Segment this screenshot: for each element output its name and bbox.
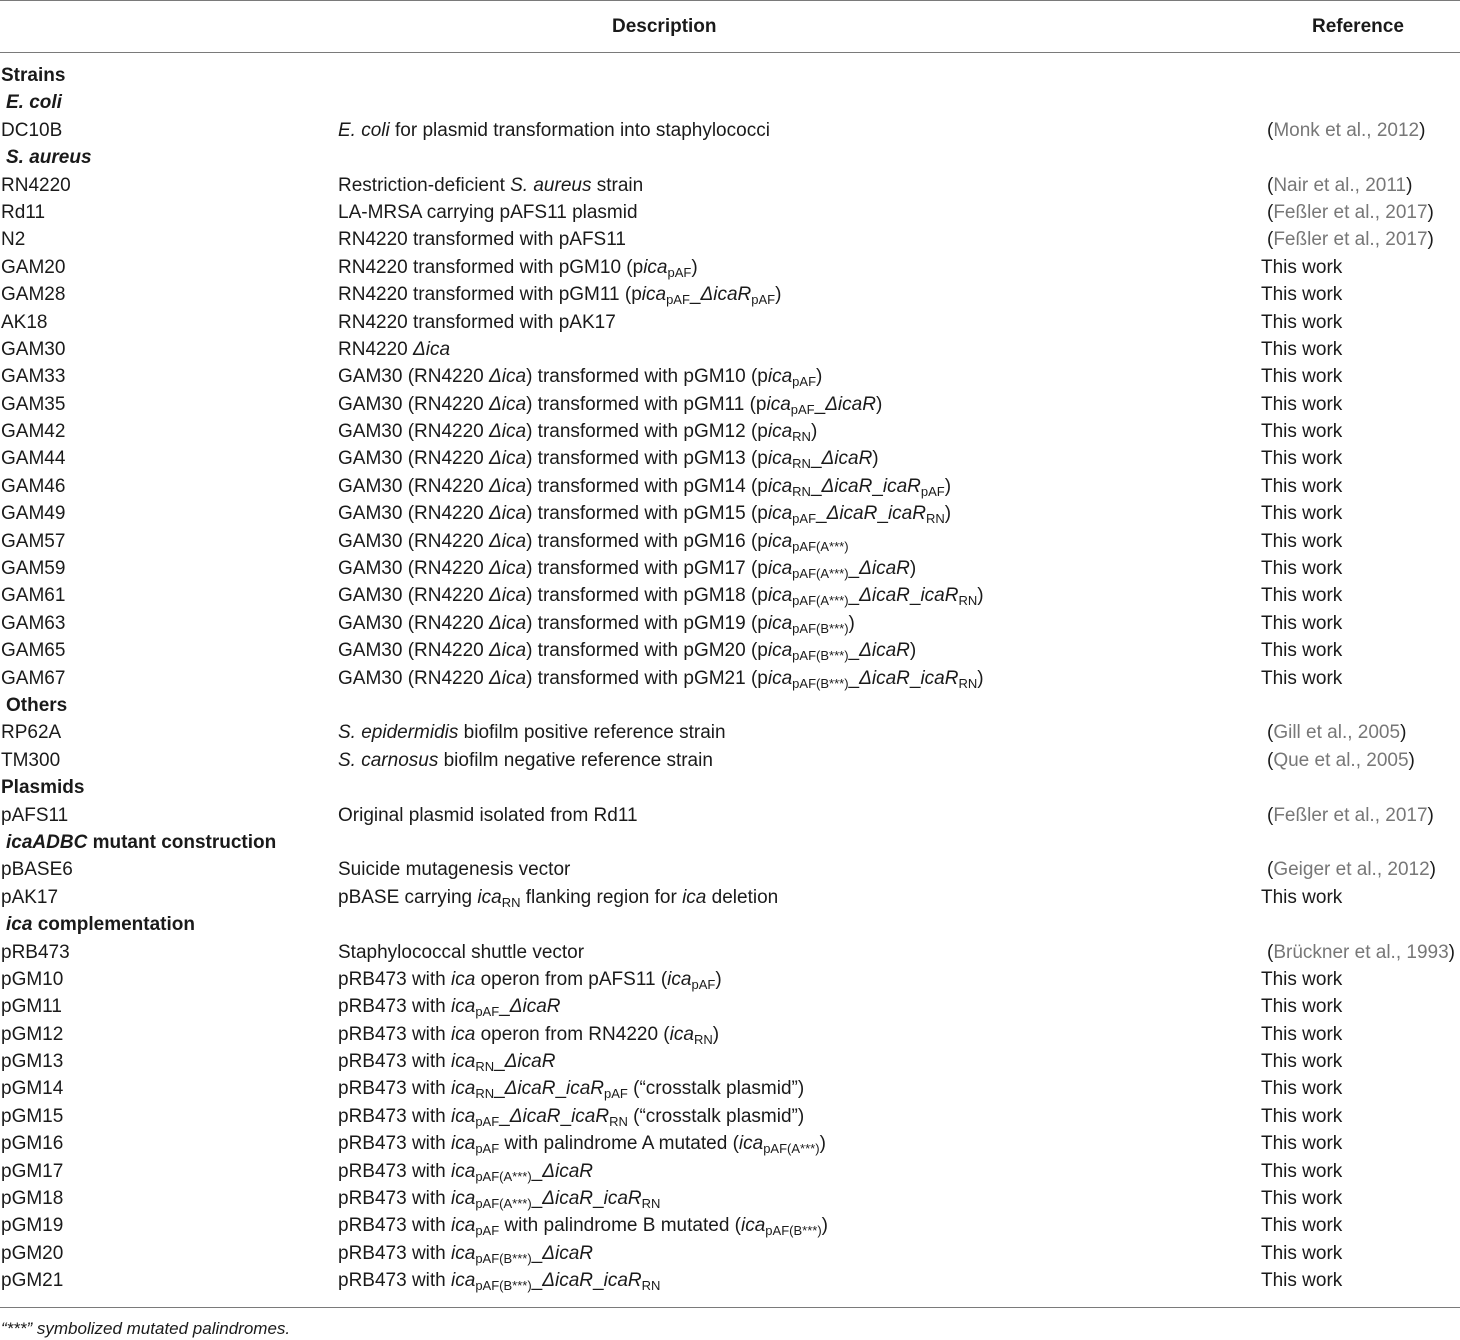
reference-cell: (Nair et al., 2011) xyxy=(1267,174,1413,196)
description-cell: pRB473 with ica$_{pAF}$ with palindrome A mutated (ica$_{pAF(A***)}$) xyxy=(338,1133,826,1157)
table-row xyxy=(0,665,1460,692)
top-rule xyxy=(0,0,1460,1)
description-cell: GAM30 (RN4220 Δica) transformed with pGM19 (pica$_{pAF(B***)}$) xyxy=(338,612,855,636)
reference-cell: This work xyxy=(1261,475,1343,497)
strain-name: pGM21 xyxy=(1,1270,64,1292)
reference-cell: (Geiger et al., 2012) xyxy=(1267,859,1436,881)
reference-cell: This work xyxy=(1261,366,1343,388)
table-row xyxy=(0,309,1460,336)
table-row xyxy=(0,418,1460,445)
table-body xyxy=(0,62,1460,1295)
strain-name: pAK17 xyxy=(1,886,59,908)
subsection-row xyxy=(0,144,1460,171)
reference-cell: This work xyxy=(1261,667,1343,689)
strain-name: pGM19 xyxy=(1,1215,64,1237)
reference-cell: This work xyxy=(1261,1133,1343,1155)
subsection-label: Others xyxy=(6,694,68,716)
reference-cell: This work xyxy=(1261,1242,1343,1264)
description-cell: pRB473 with ica$_{pAF}$ with palindrome B mutated (ica$_{pAF(B***)}$) xyxy=(338,1215,828,1239)
strain-name: GAM49 xyxy=(1,503,66,525)
reference-cell: This work xyxy=(1261,421,1343,443)
strain-name: GAM44 xyxy=(1,448,66,470)
strain-name: pGM11 xyxy=(1,996,62,1018)
section-label: Strains xyxy=(1,65,66,86)
table-row xyxy=(0,336,1460,363)
table-row xyxy=(0,1267,1460,1294)
strain-name: GAM65 xyxy=(1,640,66,662)
reference-cell: This work xyxy=(1261,284,1343,306)
description-cell: LA-MRSA carrying pAFS11 plasmid xyxy=(338,201,638,223)
reference-cell: This work xyxy=(1261,1078,1343,1100)
description-cell: GAM30 (RN4220 Δica) transformed with pGM18 (pica$_{pAF(A***)}$_ΔicaR_icaR$_{RN}$) xyxy=(338,585,984,609)
reference-cell: (Feßler et al., 2017) xyxy=(1267,804,1434,826)
description-cell: S. carnosus biofilm negative reference strain xyxy=(338,749,713,771)
reference-cell: This work xyxy=(1261,503,1343,525)
strain-name: GAM42 xyxy=(1,421,66,443)
strain-name: pGM15 xyxy=(1,1105,64,1127)
table-row xyxy=(0,884,1460,911)
subsection-label: S. aureus xyxy=(6,147,92,169)
table-row xyxy=(0,1130,1460,1157)
table-row xyxy=(0,254,1460,281)
description-cell: Original plasmid isolated from Rd11 xyxy=(338,804,638,826)
description-cell: RN4220 Δica xyxy=(338,338,451,360)
strain-name: DC10B xyxy=(1,119,63,141)
strain-name: pGM12 xyxy=(1,1023,64,1045)
subsection-row xyxy=(0,692,1460,719)
description-cell: S. epidermidis biofilm positive reference strain xyxy=(338,722,726,744)
table-row xyxy=(0,1103,1460,1130)
strain-name: RN4220 xyxy=(1,174,71,196)
strain-name: pGM18 xyxy=(1,1188,64,1210)
strain-name: GAM67 xyxy=(1,667,66,689)
description-cell: Restriction-deficient S. aureus strain xyxy=(338,174,644,196)
strain-name: pGM14 xyxy=(1,1078,64,1100)
description-cell: RN4220 transformed with pAFS11 xyxy=(338,229,626,251)
subsection-row xyxy=(0,89,1460,116)
table-row xyxy=(0,500,1460,527)
strain-name: Rd11 xyxy=(1,201,46,223)
table-row xyxy=(0,993,1460,1020)
reference-cell: This work xyxy=(1261,968,1343,990)
description-cell: RN4220 transformed with pGM11 (pica$_{pAF}$_ΔicaR$_{pAF}$) xyxy=(338,284,782,308)
table-row xyxy=(0,939,1460,966)
strain-name: TM300 xyxy=(1,749,61,771)
reference-cell: (Feßler et al., 2017) xyxy=(1267,201,1434,223)
description-cell: GAM30 (RN4220 Δica) transformed with pGM13 (pica$_{RN}$_ΔicaR) xyxy=(338,448,879,472)
description-cell: RN4220 transformed with pAK17 xyxy=(338,311,616,333)
description-cell: E. coli for plasmid transformation into staphylococci xyxy=(338,119,770,141)
strain-name: pGM10 xyxy=(1,968,64,990)
subsection-label: E. coli xyxy=(6,92,62,114)
table-row xyxy=(0,582,1460,609)
strain-name: GAM28 xyxy=(1,284,66,306)
description-cell: Staphylococcal shuttle vector xyxy=(338,941,585,963)
table-row xyxy=(0,172,1460,199)
table-row xyxy=(0,117,1460,144)
description-cell: pRB473 with ica operon from RN4220 (ica$_{RN}$) xyxy=(338,1023,720,1047)
reference-cell: This work xyxy=(1261,886,1343,908)
table-row xyxy=(0,445,1460,472)
table-row xyxy=(0,226,1460,253)
reference-cell: This work xyxy=(1261,1023,1343,1045)
description-cell: pRB473 with ica$_{pAF(B***)}$_ΔicaR xyxy=(338,1242,594,1266)
reference-cell: This work xyxy=(1261,640,1343,662)
description-cell: GAM30 (RN4220 Δica) transformed with pGM17 (pica$_{pAF(A***)}$_ΔicaR) xyxy=(338,558,917,582)
reference-cell: This work xyxy=(1261,1215,1343,1237)
section-row xyxy=(0,62,1460,89)
strain-name: pBASE6 xyxy=(1,859,73,881)
reference-cell: This work xyxy=(1261,612,1343,634)
section-label: Plasmids xyxy=(1,777,85,799)
reference-cell: (Monk et al., 2012) xyxy=(1267,119,1426,141)
description-cell: GAM30 (RN4220 Δica) transformed with pGM14 (pica$_{RN}$_ΔicaR_icaR$_{pAF}$) xyxy=(338,475,952,499)
description-cell: pRB473 with ica operon from pAFS11 (ica$_{pAF}$) xyxy=(338,968,722,992)
section-row xyxy=(0,774,1460,801)
reference-cell: This work xyxy=(1261,996,1343,1018)
description-cell: GAM30 (RN4220 Δica) transformed with pGM12 (pica$_{RN}$) xyxy=(338,421,818,445)
reference-cell: This work xyxy=(1261,311,1343,333)
reference-cell: This work xyxy=(1261,530,1343,552)
strain-name: pGM17 xyxy=(1,1160,64,1182)
description-cell: GAM30 (RN4220 Δica) transformed with pGM15 (pica$_{pAF}$_ΔicaR_icaR$_{RN}$) xyxy=(338,503,952,527)
table-row xyxy=(0,637,1460,664)
strain-name: GAM57 xyxy=(1,530,66,552)
strain-name: GAM63 xyxy=(1,612,66,634)
reference-cell: This work xyxy=(1261,585,1343,607)
strain-name: GAM59 xyxy=(1,558,66,580)
strain-name: pAFS11 xyxy=(1,804,69,826)
table-row xyxy=(0,391,1460,418)
header-reference: Reference xyxy=(1312,16,1404,37)
description-cell: GAM30 (RN4220 Δica) transformed with pGM16 (pica$_{pAF(A***)}$ xyxy=(338,530,849,554)
table-row xyxy=(0,1240,1460,1267)
strain-name: GAM33 xyxy=(1,366,66,388)
table-row xyxy=(0,1212,1460,1239)
description-cell: pRB473 with ica$_{pAF(A***)}$_ΔicaR_icaR$_{RN}$ xyxy=(338,1188,661,1212)
reference-cell: This work xyxy=(1261,1160,1343,1182)
footnote: “***” symbolized mutated palindromes. xyxy=(1,1319,291,1338)
table-row xyxy=(0,199,1460,226)
reference-cell: (Que et al., 2005) xyxy=(1267,749,1415,771)
table-row xyxy=(0,856,1460,883)
bottom-rule xyxy=(0,1307,1460,1308)
table-row xyxy=(0,555,1460,582)
reference-cell: This work xyxy=(1261,1105,1343,1127)
strain-name: GAM35 xyxy=(1,393,66,415)
description-cell: GAM30 (RN4220 Δica) transformed with pGM21 (pica$_{pAF(B***)}$_ΔicaR_icaR$_{RN}$) xyxy=(338,667,984,691)
table-row xyxy=(0,802,1460,829)
reference-cell: (Feßler et al., 2017) xyxy=(1267,229,1434,251)
description-cell: pRB473 with ica$_{pAF}$_ΔicaR xyxy=(338,996,561,1020)
strain-name: N2 xyxy=(1,229,26,251)
description-cell: RN4220 transformed with pGM10 (pica$_{pAF}$) xyxy=(338,256,698,280)
description-cell: GAM30 (RN4220 Δica) transformed with pGM20 (pica$_{pAF(B***)}$_ΔicaR) xyxy=(338,640,917,664)
reference-cell: This work xyxy=(1261,558,1343,580)
description-cell: pRB473 with ica$_{pAF}$_ΔicaR_icaR$_{RN}$ (“crosstalk plasmid”) xyxy=(338,1105,805,1129)
reference-cell: This work xyxy=(1261,1270,1343,1292)
table-row xyxy=(0,1158,1460,1185)
strain-name: pGM16 xyxy=(1,1133,64,1155)
subsection-label: ica complementation xyxy=(6,914,195,936)
strain-name: GAM46 xyxy=(1,475,66,497)
table-row xyxy=(0,610,1460,637)
description-cell: pBASE carrying ica$_{RN}$ flanking region for ica deletion xyxy=(338,886,779,910)
reference-cell: This work xyxy=(1261,338,1343,360)
description-cell: GAM30 (RN4220 Δica) transformed with pGM11 (pica$_{pAF}$_ΔicaR) xyxy=(338,393,883,417)
strain-name: RP62A xyxy=(1,722,62,744)
table-row xyxy=(0,473,1460,500)
header-description: Description xyxy=(612,16,717,37)
table-row xyxy=(0,719,1460,746)
strain-name: GAM20 xyxy=(1,256,66,278)
subsection-label: icaADBC mutant construction xyxy=(6,831,277,853)
description-cell: Suicide mutagenesis vector xyxy=(338,859,571,881)
description-cell: pRB473 with ica$_{RN}$_ΔicaR_icaR$_{pAF}$ (“crosstalk plasmid”) xyxy=(338,1078,805,1102)
strain-name: pGM20 xyxy=(1,1242,64,1264)
subsection-row xyxy=(0,829,1460,856)
table-row xyxy=(0,1021,1460,1048)
description-cell: pRB473 with ica$_{pAF(A***)}$_ΔicaR xyxy=(338,1160,594,1184)
strain-name: GAM30 xyxy=(1,338,66,360)
description-cell: pRB473 with ica$_{RN}$_ΔicaR xyxy=(338,1051,556,1075)
strain-name: AK18 xyxy=(1,311,48,333)
reference-cell: (Brückner et al., 1993) xyxy=(1267,941,1455,963)
reference-cell: This work xyxy=(1261,393,1343,415)
table-row xyxy=(0,281,1460,308)
reference-cell: This work xyxy=(1261,256,1343,278)
subsection-row xyxy=(0,911,1460,938)
strain-name: pGM13 xyxy=(1,1051,64,1073)
table-row xyxy=(0,1075,1460,1102)
description-cell: pRB473 with ica$_{pAF(B***)}$_ΔicaR_icaR$_{RN}$ xyxy=(338,1270,661,1294)
strain-name: pRB473 xyxy=(1,941,70,963)
table-row xyxy=(0,528,1460,555)
table-row xyxy=(0,1185,1460,1212)
reference-cell: This work xyxy=(1261,1188,1343,1210)
header-rule xyxy=(0,52,1460,53)
reference-cell: This work xyxy=(1261,1051,1343,1073)
reference-cell: This work xyxy=(1261,448,1343,470)
table-row xyxy=(0,966,1460,993)
strain-name: GAM61 xyxy=(1,585,66,607)
reference-cell: (Gill et al., 2005) xyxy=(1267,722,1407,744)
table-row xyxy=(0,1048,1460,1075)
table-row xyxy=(0,363,1460,390)
table-row xyxy=(0,747,1460,774)
description-cell: GAM30 (RN4220 Δica) transformed with pGM10 (pica$_{pAF}$) xyxy=(338,366,823,390)
